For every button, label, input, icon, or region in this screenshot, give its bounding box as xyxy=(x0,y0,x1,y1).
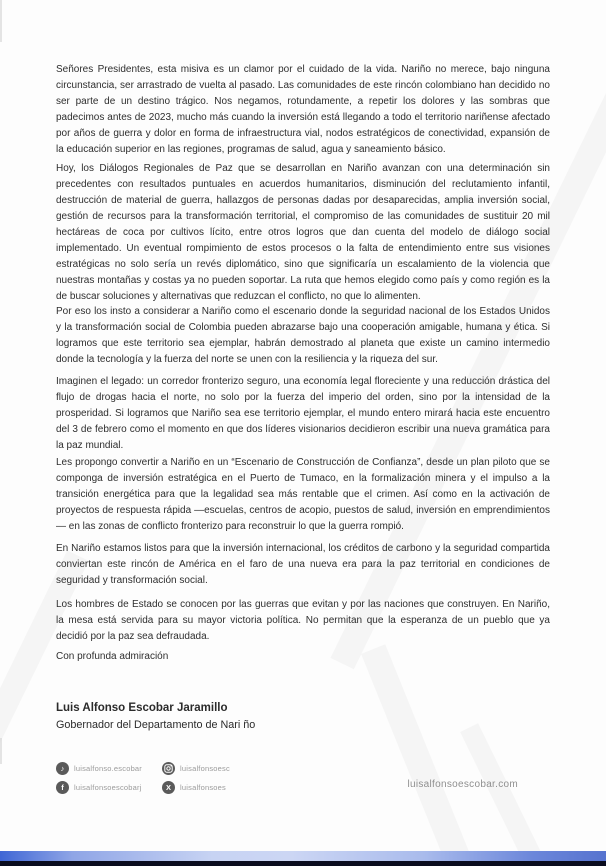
social-item-x xyxy=(162,781,230,794)
footer-navy-bar xyxy=(0,861,606,866)
paragraph: Les propongo convertir a Nariño en un “Escenario de Construcción de Confianza”, desde un plan piloto que se componga de inversión estratégica en el Puerto de Tumaco, en la formalización minera y el impulso a la transición energética para que la legalidad sea más rentable que el crimen. Así como en la activación de proyectos de respuesta rápida —escuelas, centros de acopio, puestos de salud, inversión en emprendimientos — en las zonas de conflicto fronterizo para reconstruir lo que la guerra rompió. xyxy=(56,457,550,532)
signature-name: Luis Alfonso Escobar Jaramillo xyxy=(56,702,228,714)
closing-text: Con profunda admiración xyxy=(56,651,169,662)
watermark-stripe xyxy=(361,644,479,866)
social-handle: luisalfonsoescobarj xyxy=(74,783,142,792)
social-item-tiktok xyxy=(56,762,142,775)
signature-block xyxy=(56,700,255,734)
social-item-facebook xyxy=(56,781,142,794)
scan-edge-artifact xyxy=(0,0,2,42)
instagram-icon xyxy=(162,762,175,775)
paragraph: Imaginen el legado: un corredor fronterizo seguro, una economía legal floreciente y una reducción drástica del flujo de drogas hacia el norte, no solo por la fuerza del imperio del orden, sino por la intensidad de la prosperidad. Si logramos que Nariño sea ese territorio ejemplar, el mundo entero mirará hacia este encuentro del 3 de febrero como el momento en que dos líderes visionarios decidieron escribir una nueva gramática para la paz mundial. xyxy=(56,376,550,451)
social-item-instagram xyxy=(162,762,230,775)
social-handle: luisalfonsoesc xyxy=(180,764,230,773)
paragraph: En Nariño estamos listos para que la inversión internacional, los créditos de carbono y la seguridad compartida conviertan este rincón de América en el faro de una nueva era para la paz territorial en condiciones de seguridad y transformación social. xyxy=(56,543,550,586)
social-handle: luisalfonsoes xyxy=(180,783,226,792)
social-handle: luisalfonso.escobar xyxy=(74,764,143,773)
paragraph: Por eso los insto a considerar a Nariño como el escenario donde la seguridad nacional de los Estados Unidos y la transformación social de Colombia pueden abrazarse bajo una cooperación amigable, humana y ética. Si logramos que este territorio sea ejemplar, habrán demostrado al planeta que existe un camino intermedio donde la tecnología y la fuerza del norte se unen con la resiliencia y la riqueza del sur. xyxy=(56,306,550,365)
watermark-stripe xyxy=(460,723,544,866)
social-links xyxy=(56,762,230,794)
website-url: luisalfonsoescobar.com xyxy=(407,779,518,790)
scan-edge-artifact xyxy=(0,738,2,764)
x-icon: X xyxy=(162,781,175,794)
paragraph: Los hombres de Estado se conocen por las guerras que evitan y por las naciones que construyen. En Nariño, la mesa está servida para su mayor victoria política. No permitan que la esperanza de un pueblo que ya decidió por la paz sea defraudada. xyxy=(56,599,550,642)
paragraph: Señores Presidentes, esta misiva es un clamor por el cuidado de la vida. Nariño no merece, bajo ninguna circunstancia, ser arrastrado de vuelta al pasado. Las comunidades de este rincón colombiano han decidido no ser parte de un destino trágico. Nos negamos, rotundamente, a repetir los dolores y las sombras que padecimos antes de 2023, mucho más cuando la inversión está llegando a todo el territorio nariñense afectado por años de guerra y dolor en forma de infraestructura vial, nodos estratégicos de conectividad, expansión de la educación superior en las regiones, programas de salud, agua y saneamiento básico. xyxy=(56,64,550,155)
footer-accent-bar xyxy=(0,851,606,861)
tiktok-icon: ♪ xyxy=(56,762,69,775)
paragraph: Hoy, los Diálogos Regionales de Paz que se desarrollan en Nariño avanzan con una determinación sin precedentes con resultados puntuales en acuerdos humanitarios, disminución del reclutamiento infantil, destrucción de material de guerra, hallazgos de personas dadas por desaparecidas, amplia inversión social, gestión de recursos para la transformación territorial, el compromiso de las comunidades de sustituir 20 mil hectáreas de coca por cultivos lícito, entre otros logros que dan cuenta del modelo de diálogo social implementado. Un eventual rompimiento de estos procesos o la falta de entendimiento entre sus visiones estratégicas no solo sería un revés diplomático, sino que significaría un escalamiento de la violencia que nuestras montañas y costas ya no pueden soportar. La ruta que hemos elegido como país y como región es la de buscar soluciones y alternativas que reduzcan el conflicto, no que lo alimenten. xyxy=(56,163,550,302)
facebook-icon: f xyxy=(56,781,69,794)
signature-title: Gobernador del Departamento de Nari ño xyxy=(56,719,256,731)
